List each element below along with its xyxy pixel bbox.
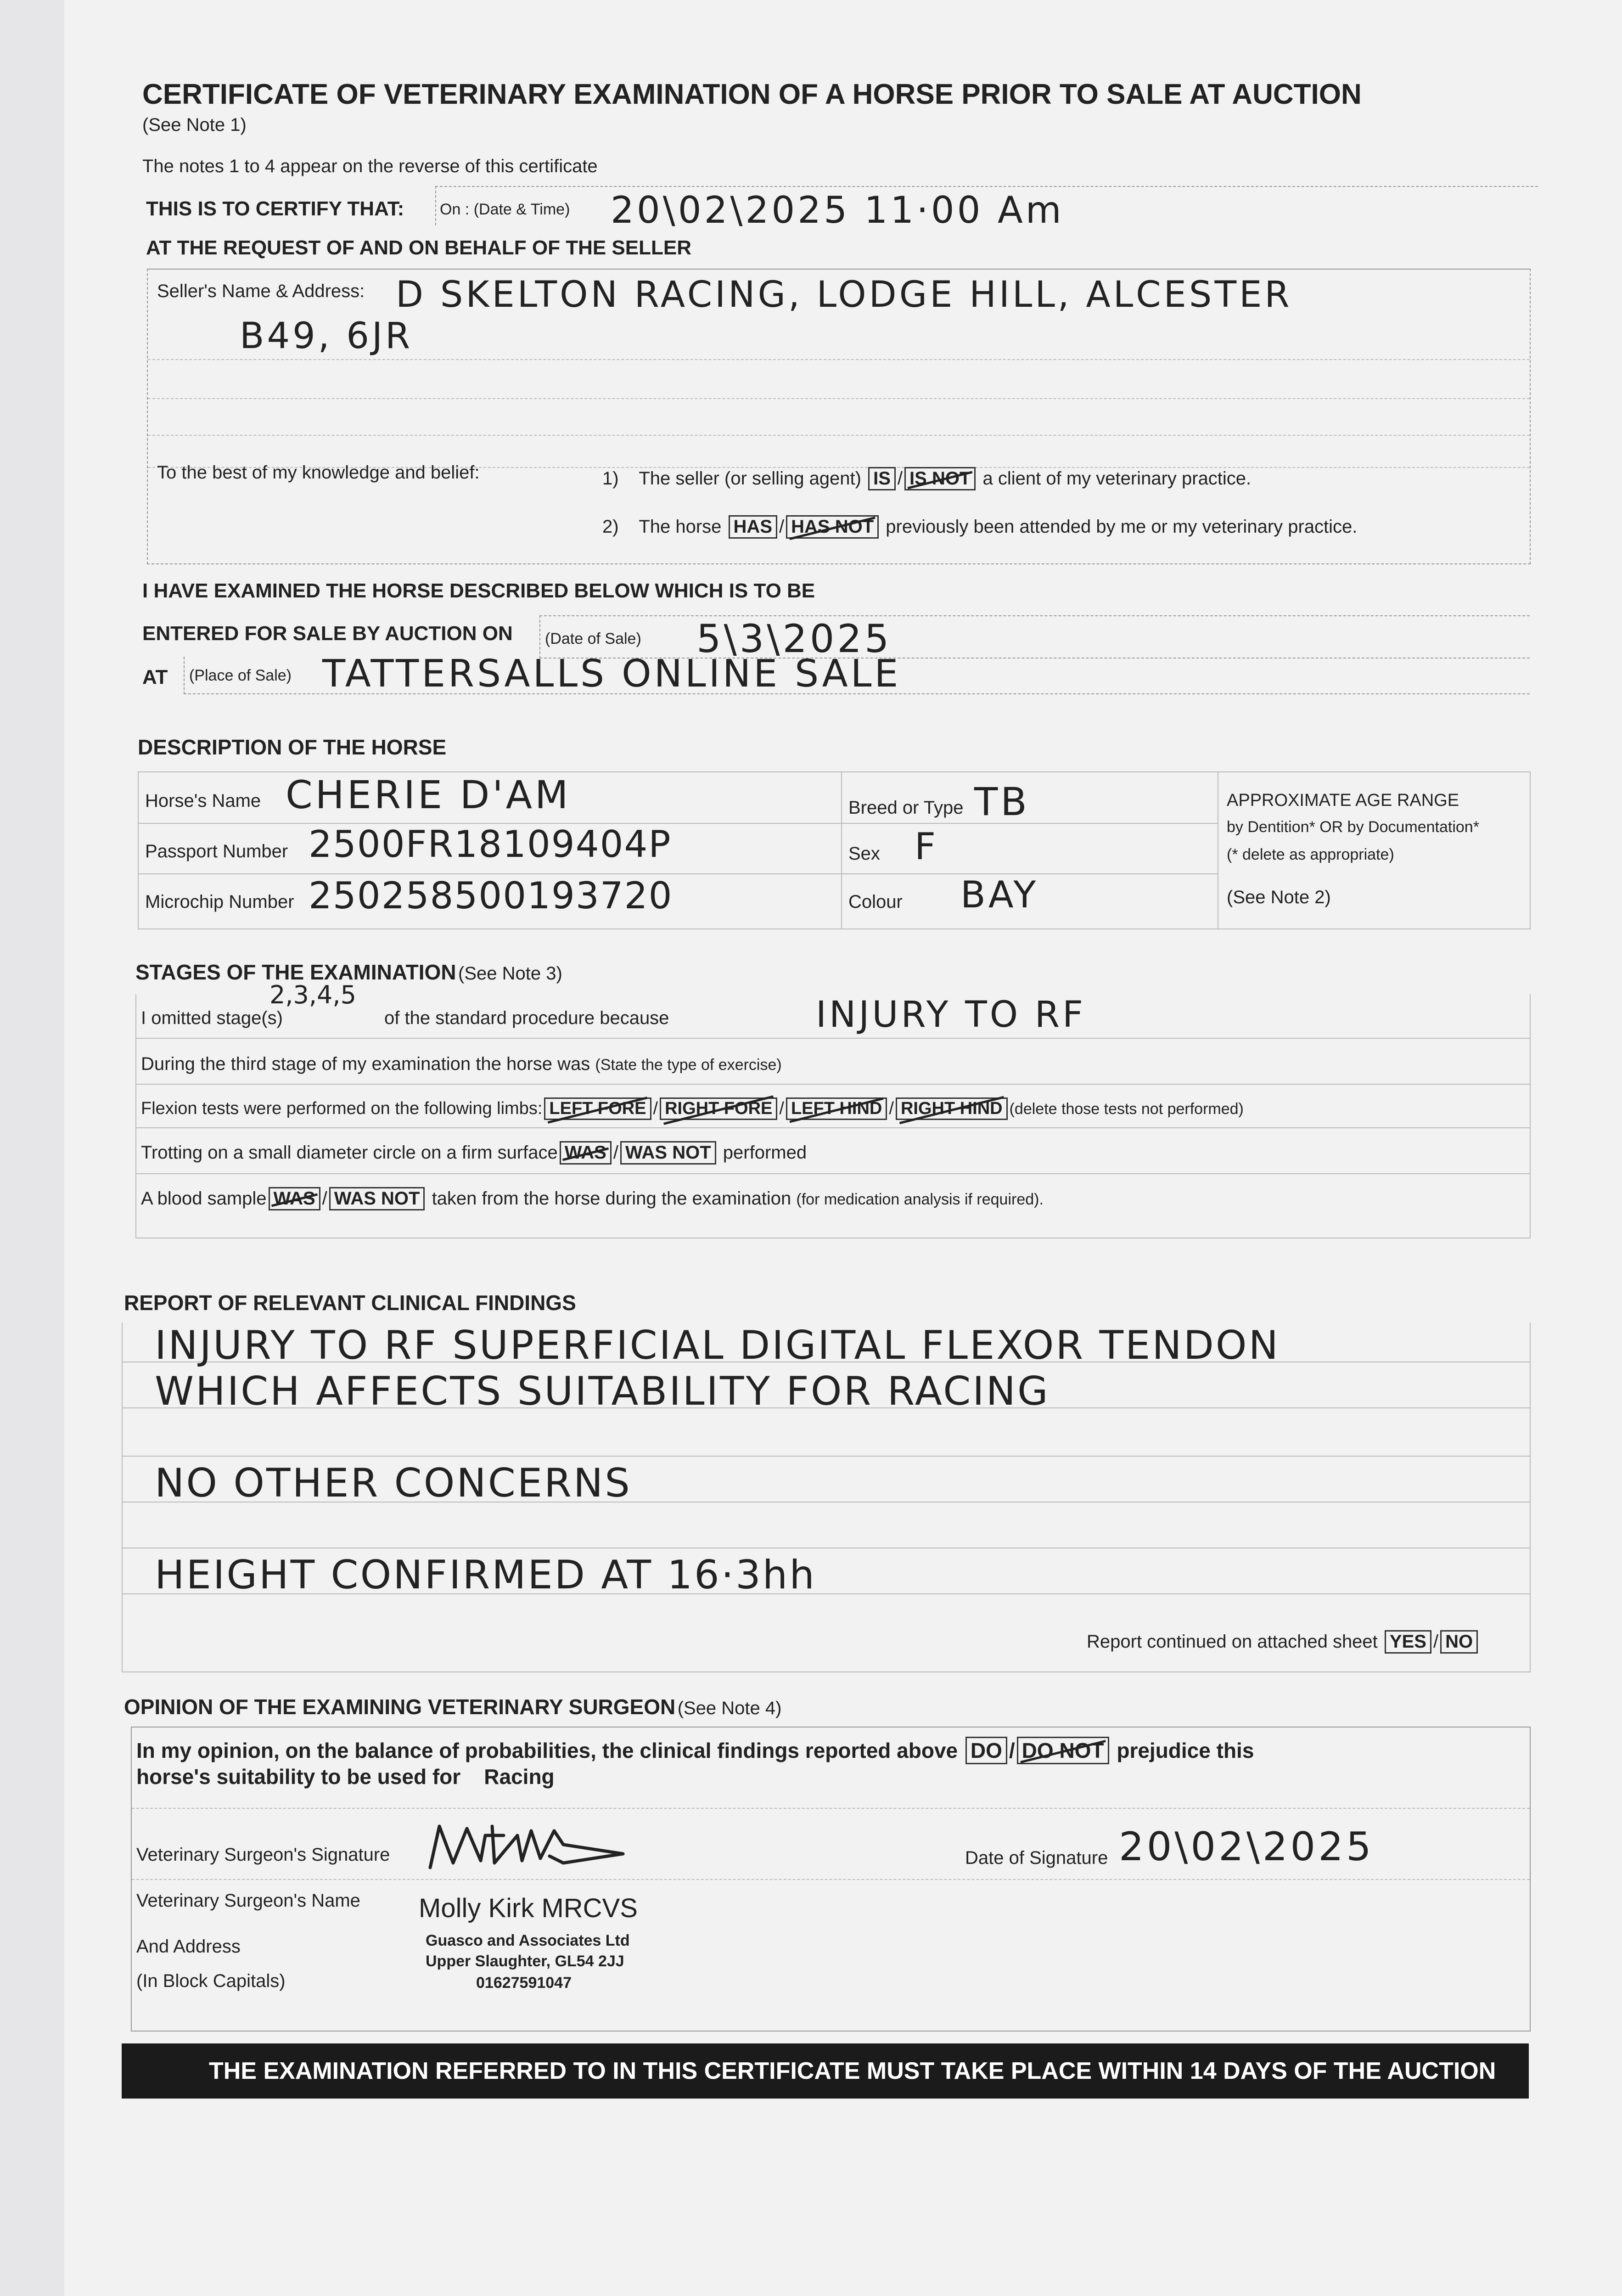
date-of-sale-value: 5\3\2025 <box>696 616 892 661</box>
footer-banner <box>122 2043 1529 2099</box>
certify-label: THIS IS TO CERTIFY THAT: <box>146 197 404 220</box>
omitted-stages: 2,3,4,5 <box>269 980 356 1009</box>
horse-name-value: CHERIE D'AM <box>286 772 571 817</box>
omitted-post: of the standard procedure because <box>384 1008 669 1028</box>
blood-was[interactable]: WAS <box>269 1187 320 1210</box>
opinion-text-line2: horse's suitability to be used for Racing <box>136 1765 555 1789</box>
footer-banner-text: THE EXAMINATION REFERRED TO IN THIS CERTIFICATE MUST TAKE PLACE WITHIN 14 DAYS OF THE AUCTION <box>209 2058 1496 2084</box>
sex-label: Sex <box>848 844 880 864</box>
blood-line: A blood sample WAS / WAS NOT taken from the horse during the examination (for medication analysis if required). <box>141 1187 1044 1210</box>
report-line1: INJURY TO RF SUPERFICIAL DIGITAL FLEXOR TENDON <box>155 1322 1280 1368</box>
description-title: DESCRIPTION OF THE HORSE <box>138 735 447 759</box>
passport-label: Passport Number <box>145 841 288 861</box>
seller-line1: D SKELTON RACING, LODGE HILL, ALCESTER <box>396 274 1292 315</box>
is-option[interactable]: IS <box>868 467 896 490</box>
report-line3: NO OTHER CONCERNS <box>155 1460 632 1506</box>
report-continued: Report continued on attached sheet YES / NO <box>1087 1630 1480 1654</box>
at-label: AT <box>142 666 168 688</box>
opinion-do-not[interactable]: DO NOT <box>1017 1737 1109 1764</box>
omitted-reason: INJURY TO RF <box>816 994 1086 1035</box>
stages-table <box>135 980 1531 1238</box>
seller-box <box>147 269 1531 564</box>
microchip-label: Microchip Number <box>145 892 294 912</box>
seller-label: Seller's Name & Address: <box>157 281 365 301</box>
horse-table <box>138 771 1531 929</box>
opinion-box <box>131 1727 1531 2032</box>
trot-was-not[interactable]: WAS NOT <box>620 1141 716 1165</box>
opinion-do[interactable]: DO <box>965 1737 1007 1764</box>
on-date-field[interactable] <box>435 186 1538 231</box>
date-of-sale-label: (Date of Sale) <box>545 630 641 647</box>
vet-name-value: Molly Kirk MRCVS <box>419 1893 638 1923</box>
stages-heading: STAGES OF THE EXAMINATION (See Note 3) <box>135 960 562 984</box>
on-date-label: On : (Date & Time) <box>440 201 570 218</box>
vet-signature <box>426 1817 637 1877</box>
sex-value: F <box>915 825 939 868</box>
colour-label: Colour <box>848 892 903 912</box>
certificate-title: CERTIFICATE OF VETERINARY EXAMINATION OF A HORSE PRIOR TO SALE AT AUCTION <box>142 79 1362 110</box>
page-shadow <box>0 0 64 2296</box>
seller-line2: B49, 6JR <box>240 315 413 357</box>
horse-name-label: Horse's Name <box>145 791 261 811</box>
notes-line: The notes 1 to 4 appear on the reverse of this certificate <box>142 156 598 176</box>
place-of-sale-field[interactable] <box>184 652 1530 696</box>
trot-line: Trotting on a small diameter circle on a firm surface WAS / WAS NOT performed <box>141 1141 807 1165</box>
age-range-delete: (* delete as appropriate) <box>1227 846 1394 863</box>
breed-value: TB <box>974 779 1030 824</box>
trot-was[interactable]: WAS <box>560 1141 612 1165</box>
colour-value: BAY <box>960 873 1039 916</box>
knowledge-label: To the best of my knowledge and belief: <box>157 462 480 483</box>
flex-left-fore[interactable]: LEFT FORE <box>544 1097 651 1120</box>
continued-no[interactable]: NO <box>1440 1630 1478 1654</box>
see-note-1: (See Note 1) <box>142 115 247 135</box>
flexion-line: Flexion tests were performed on the following limbs: LEFT FORE / RIGHT FORE / LEFT HIND / RIGHT HIND (delete those tests not performed) <box>141 1097 1244 1120</box>
third-stage-line: During the third stage of my examination the horse was (State the type of exercise) <box>141 1054 782 1074</box>
report-box <box>122 1322 1531 1672</box>
signature-stroke <box>430 1826 623 1868</box>
report-title: REPORT OF RELEVANT CLINICAL FINDINGS <box>124 1291 576 1315</box>
date-signature-value: 20\02\2025 <box>1119 1824 1374 1870</box>
address-line3: 01627591047 <box>476 1974 572 1992</box>
passport-value: 2500FR18109404P <box>309 823 672 866</box>
place-of-sale-value: TATTERSALLS ONLINE SALE <box>322 652 901 696</box>
has-not-option[interactable]: HAS NOT <box>786 515 879 539</box>
flex-left-hind[interactable]: LEFT HIND <box>786 1097 887 1120</box>
report-line4: HEIGHT CONFIRMED AT 16·3hh <box>155 1552 816 1598</box>
age-range-note: (See Note 2) <box>1227 887 1331 907</box>
microchip-value: 250258500193720 <box>309 874 673 917</box>
on-date-value: 20\02\2025 11·00 Am <box>611 189 1064 231</box>
omitted-pre: I omitted stage(s) <box>141 1008 283 1028</box>
block-capitals-label: (In Block Capitals) <box>136 1971 286 1991</box>
continued-yes[interactable]: YES <box>1385 1630 1431 1654</box>
blood-was-not[interactable]: WAS NOT <box>329 1187 425 1210</box>
address-line1: Guasco and Associates Ltd <box>426 1932 630 1949</box>
address-line2: Upper Slaughter, GL54 2JJ <box>426 1953 624 1970</box>
age-range-title: APPROXIMATE AGE RANGE <box>1227 791 1459 810</box>
breed-label: Breed or Type <box>848 798 964 818</box>
place-of-sale-label: (Place of Sale) <box>189 667 292 684</box>
request-label: AT THE REQUEST OF AND ON BEHALF OF THE SELLER <box>146 236 691 259</box>
report-line2: WHICH AFFECTS SUITABILITY FOR RACING <box>155 1368 1050 1414</box>
date-signature-label: Date of Signature <box>965 1848 1108 1868</box>
opinion-text-line1: In my opinion, on the balance of probabilities, the clinical findings reported above DO / DO NOT prejudice this <box>136 1737 1254 1764</box>
examined-label: I HAVE EXAMINED THE HORSE DESCRIBED BELOW WHICH IS TO BE <box>142 580 815 602</box>
flex-right-fore[interactable]: RIGHT FORE <box>660 1097 777 1120</box>
signature-label: Veterinary Surgeon's Signature <box>136 1845 390 1865</box>
used-for-value: Racing <box>484 1765 555 1789</box>
has-option[interactable]: HAS <box>729 515 777 539</box>
address-label: And Address <box>136 1936 241 1957</box>
opinion-heading: OPINION OF THE EXAMINING VETERINARY SURGEON (See Note 4) <box>124 1695 782 1719</box>
is-not-option[interactable]: IS NOT <box>904 467 976 490</box>
entered-label: ENTERED FOR SALE BY AUCTION ON <box>142 622 513 645</box>
flex-right-hind[interactable]: RIGHT HIND <box>896 1097 1008 1120</box>
horse-attended-line: 2) The horse HAS / HAS NOT previously been attended by me or my veterinary practice. <box>602 515 1357 539</box>
age-range-by: by Dentition* OR by Documentation* <box>1227 818 1479 836</box>
seller-agent-line: 1) The seller (or selling agent) IS / IS NOT a client of my veterinary practice. <box>602 467 1251 490</box>
vet-name-label: Veterinary Surgeon's Name <box>136 1891 360 1911</box>
